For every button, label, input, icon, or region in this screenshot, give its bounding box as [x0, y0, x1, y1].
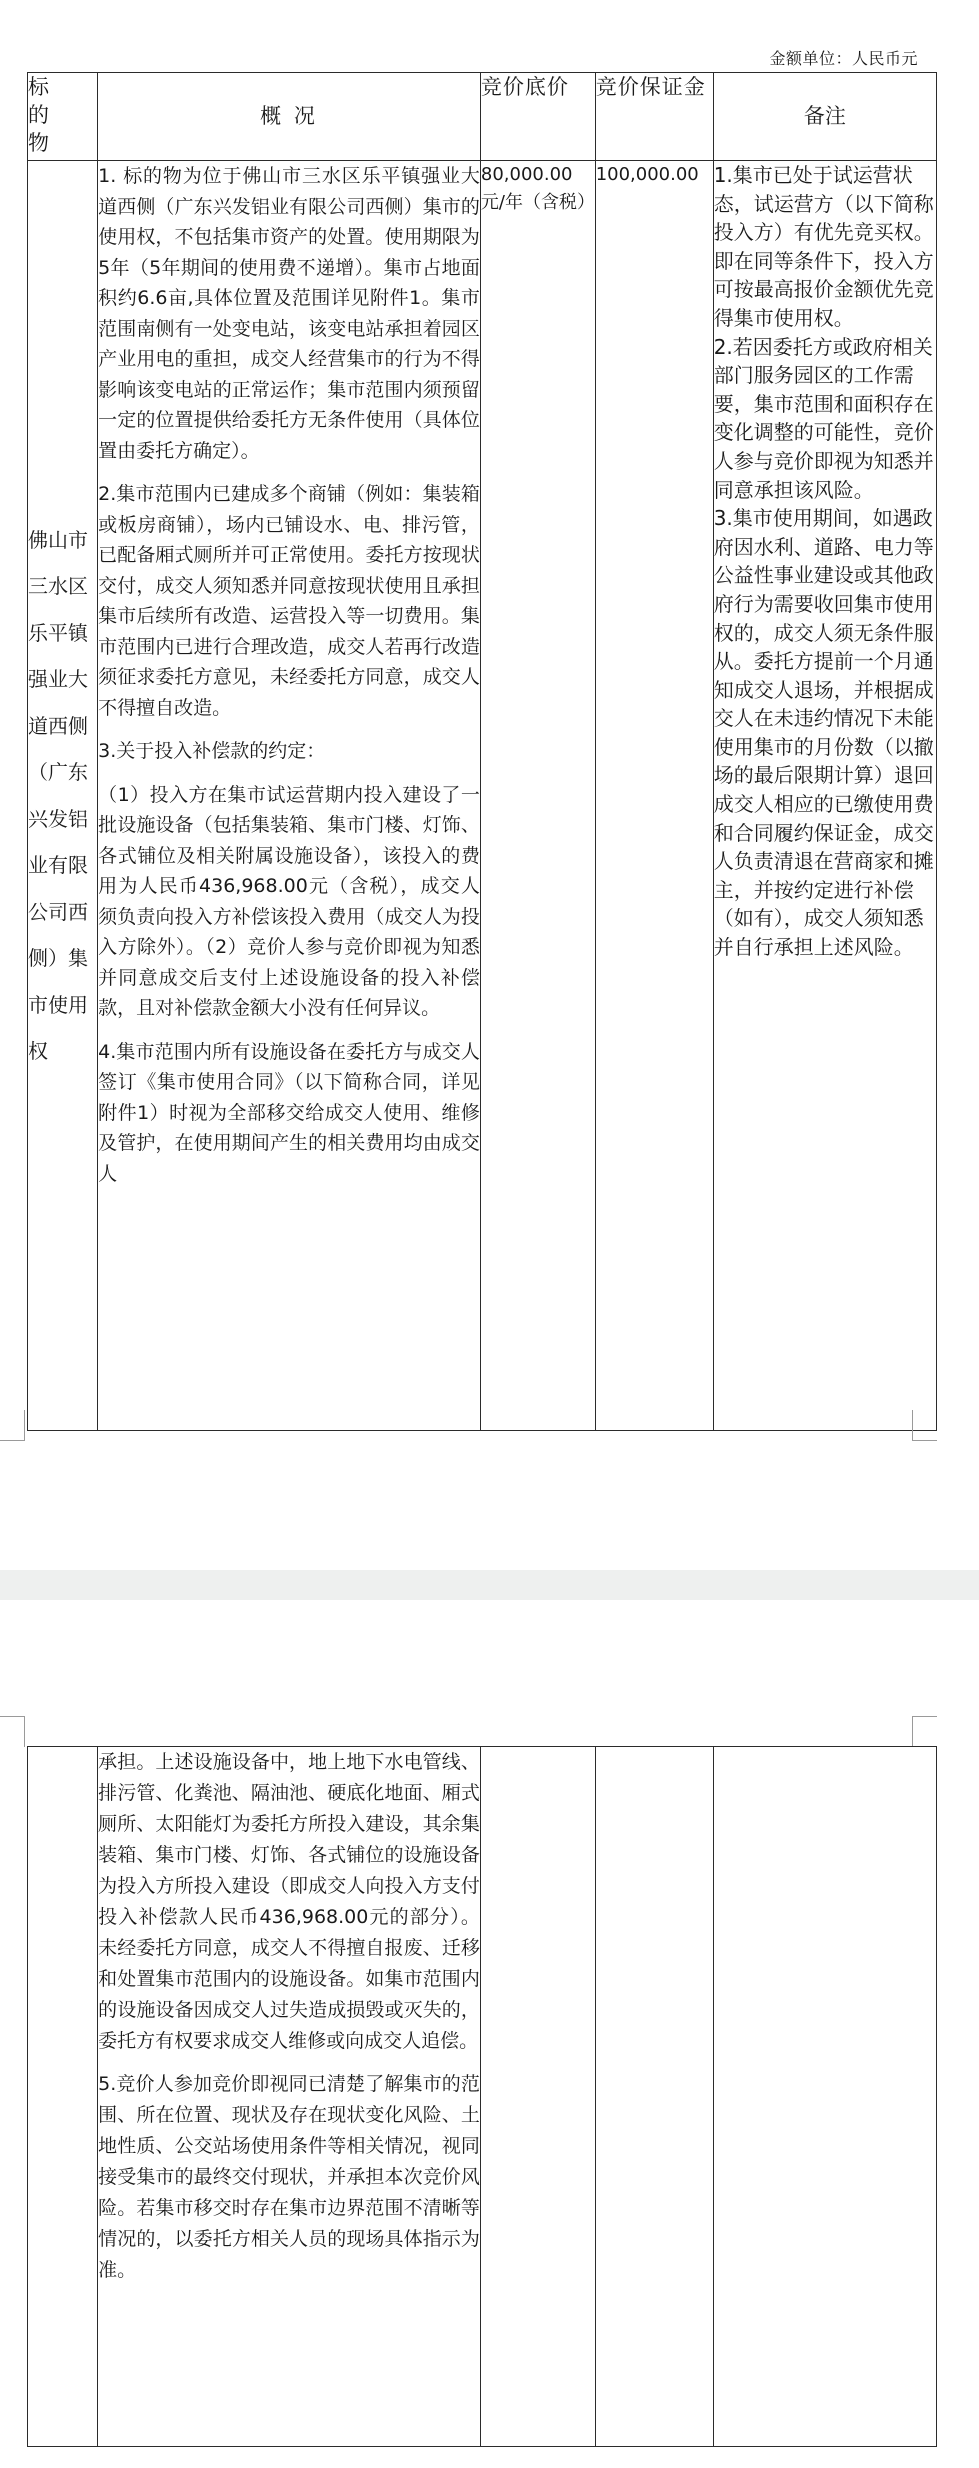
overview-paragraph-6: 5.竞价人参加竞价即视同已清楚了解集市的范围、所在位置、现状及存在现状变化风险、土地性质、公交站场使用条件等相关情况，视同接受集市的最终交付现状，并承担本次竞价风险。若集市移交时存在集市边界范围不清晰等情况的，以委托方相关人员的现场具体指示为准。 — [98, 2073, 480, 2281]
crop-mark-top-right — [912, 1716, 937, 1747]
header-subject: 标 的 物 — [28, 73, 98, 161]
subject-cell: 佛山市三水区乐平镇强业大道西侧（广东兴发铝业有限公司西侧）集市使用权 — [28, 161, 98, 1431]
page-gap — [0, 1570, 979, 1600]
price-cell: 80,000.00元/年（含税） — [480, 161, 595, 1431]
crop-mark-top-left — [0, 1716, 25, 1747]
overview-paragraph-1: 1. 标的物为位于佛山市三水区乐平镇强业大道西侧（广东兴发铝业有限公司西侧）集市的使用权，不包括集市资产的处置。使用期限为5年（5年期间的使用费不递增）。集市占地面积约6.6亩,具体位置及范围详见附件1。集市范围南侧有一处变电站，该变电站承担着园区产业用电的重担，成交人经营集市的行为不得影响该变电站的正常运作；集市范围内须预留一定的位置提供给委托方无条件使用（具体位置由委托方确定）。 — [98, 165, 480, 462]
item-row — [28, 161, 937, 1431]
auction-table-continued — [27, 1746, 937, 2447]
remark-item-1: 1.集市已处于试运营状态，试运营方（以下简称投入方）有优先竞买权。即在同等条件下，投入方可按最高报价金额优先竞得集市使用权。 — [713, 163, 934, 330]
header-overview: 概 况 — [98, 73, 481, 161]
header-price: 竞价底价 — [480, 73, 595, 161]
deposit-cell-continued — [595, 1747, 713, 2447]
deposit-cell: 100,000.00 — [595, 161, 713, 1431]
remark-item-2: 2.若因委托方或政府相关部门服务园区的工作需要，集市范围和面积存在变化调整的可能性，竞价人参与竞价即视为知悉并同意承担该风险。 — [713, 334, 934, 502]
overview-paragraph-5-continued: 承担。上述设施设备中，地上地下水电管线、排污管、化粪池、隔油池、硬底化地面、厢式厕所、太阳能灯为委托方所投入建设，其余集装箱、集市门楼、灯饰、各式铺位的设施设备为投入方所投入建设（即成交人向投入方支付投入补偿款人民币436,968.00元的部分）。未经委托方同意，成交人不得擅自报废、迁移和处置集市范围内的设施设备。如集市范围内的设施设备因成交人过失造成损毁或灭失的，委托方有权要求成交人维修或向成交人追偿。 — [98, 1751, 480, 2052]
crop-mark-bottom-right — [912, 1410, 937, 1441]
header-deposit: 竞价保证金 — [595, 73, 713, 161]
header-row — [28, 73, 937, 161]
auction-table — [27, 72, 937, 1431]
overview-paragraph-3: 3.关于投入补偿款的约定： — [98, 740, 326, 762]
overview-paragraph-5: 4.集市范围内所有设施设备在委托方与成交人签订《集市使用合同》（以下简称合同，详见附件1）时视为全部移交给成交人使用、维修及管护，在使用期间产生的相关费用均由成交人 — [98, 1040, 480, 1185]
subject-cell-continued — [28, 1747, 98, 2447]
remark-cell-continued — [713, 1747, 936, 2447]
crop-mark-bottom-left — [0, 1410, 25, 1441]
overview-cell-continued — [98, 1747, 481, 2447]
header-remark: 备注 — [713, 73, 936, 161]
overview-paragraph-2: 2.集市范围内已建成多个商铺（例如：集装箱或板房商铺），场内已铺设水、电、排污管，已配备厢式厕所并可正常使用。委托方按现状交付，成交人须知悉并同意按现状使用且承担集市后续所有改造、运营投入等一切费用。集市范围内已进行合理改造，成交人若再行改造须征求委托方意见，未经委托方同意，成交人不得擅自改造。 — [98, 483, 480, 719]
price-cell-continued — [480, 1747, 595, 2447]
currency-unit-note: 金额单位：人民币元 — [769, 49, 918, 68]
overview-cell — [98, 161, 481, 1431]
overview-paragraph-4: （1）投入方在集市试运营期内投入建设了一批设施设备（包括集装箱、集市门楼、灯饰、各式铺位及相关附属设施设备），该投入的费用为人民币436,968.00元（含税），成交人须负责向投入方补偿该投入费用（成交人为投入方除外）。（2）竞价人参与竞价即视为知悉并同意成交后支付上述设施设备的投入补偿款，且对补偿款金额大小没有任何异议。 — [98, 783, 480, 1019]
item-row-continued — [28, 1747, 937, 2447]
remark-cell — [713, 161, 936, 1431]
remark-item-3: 3.集市使用期间，如遇政府因水利、道路、电力等公益性事业建设或其他政府行为需要收回集市使用权的，成交人须无条件服从。委托方提前一个月通知成交人退场，并根据成交人在未违约情况下未能使用集市的月份数（以撤场的最后限期计算）退回成交人相应的已缴使用费和合同履约保证金，成交人负责清退在营商家和摊主，并按约定进行补偿（如有），成交人须知悉并自行承担上述风险。 — [713, 506, 934, 960]
